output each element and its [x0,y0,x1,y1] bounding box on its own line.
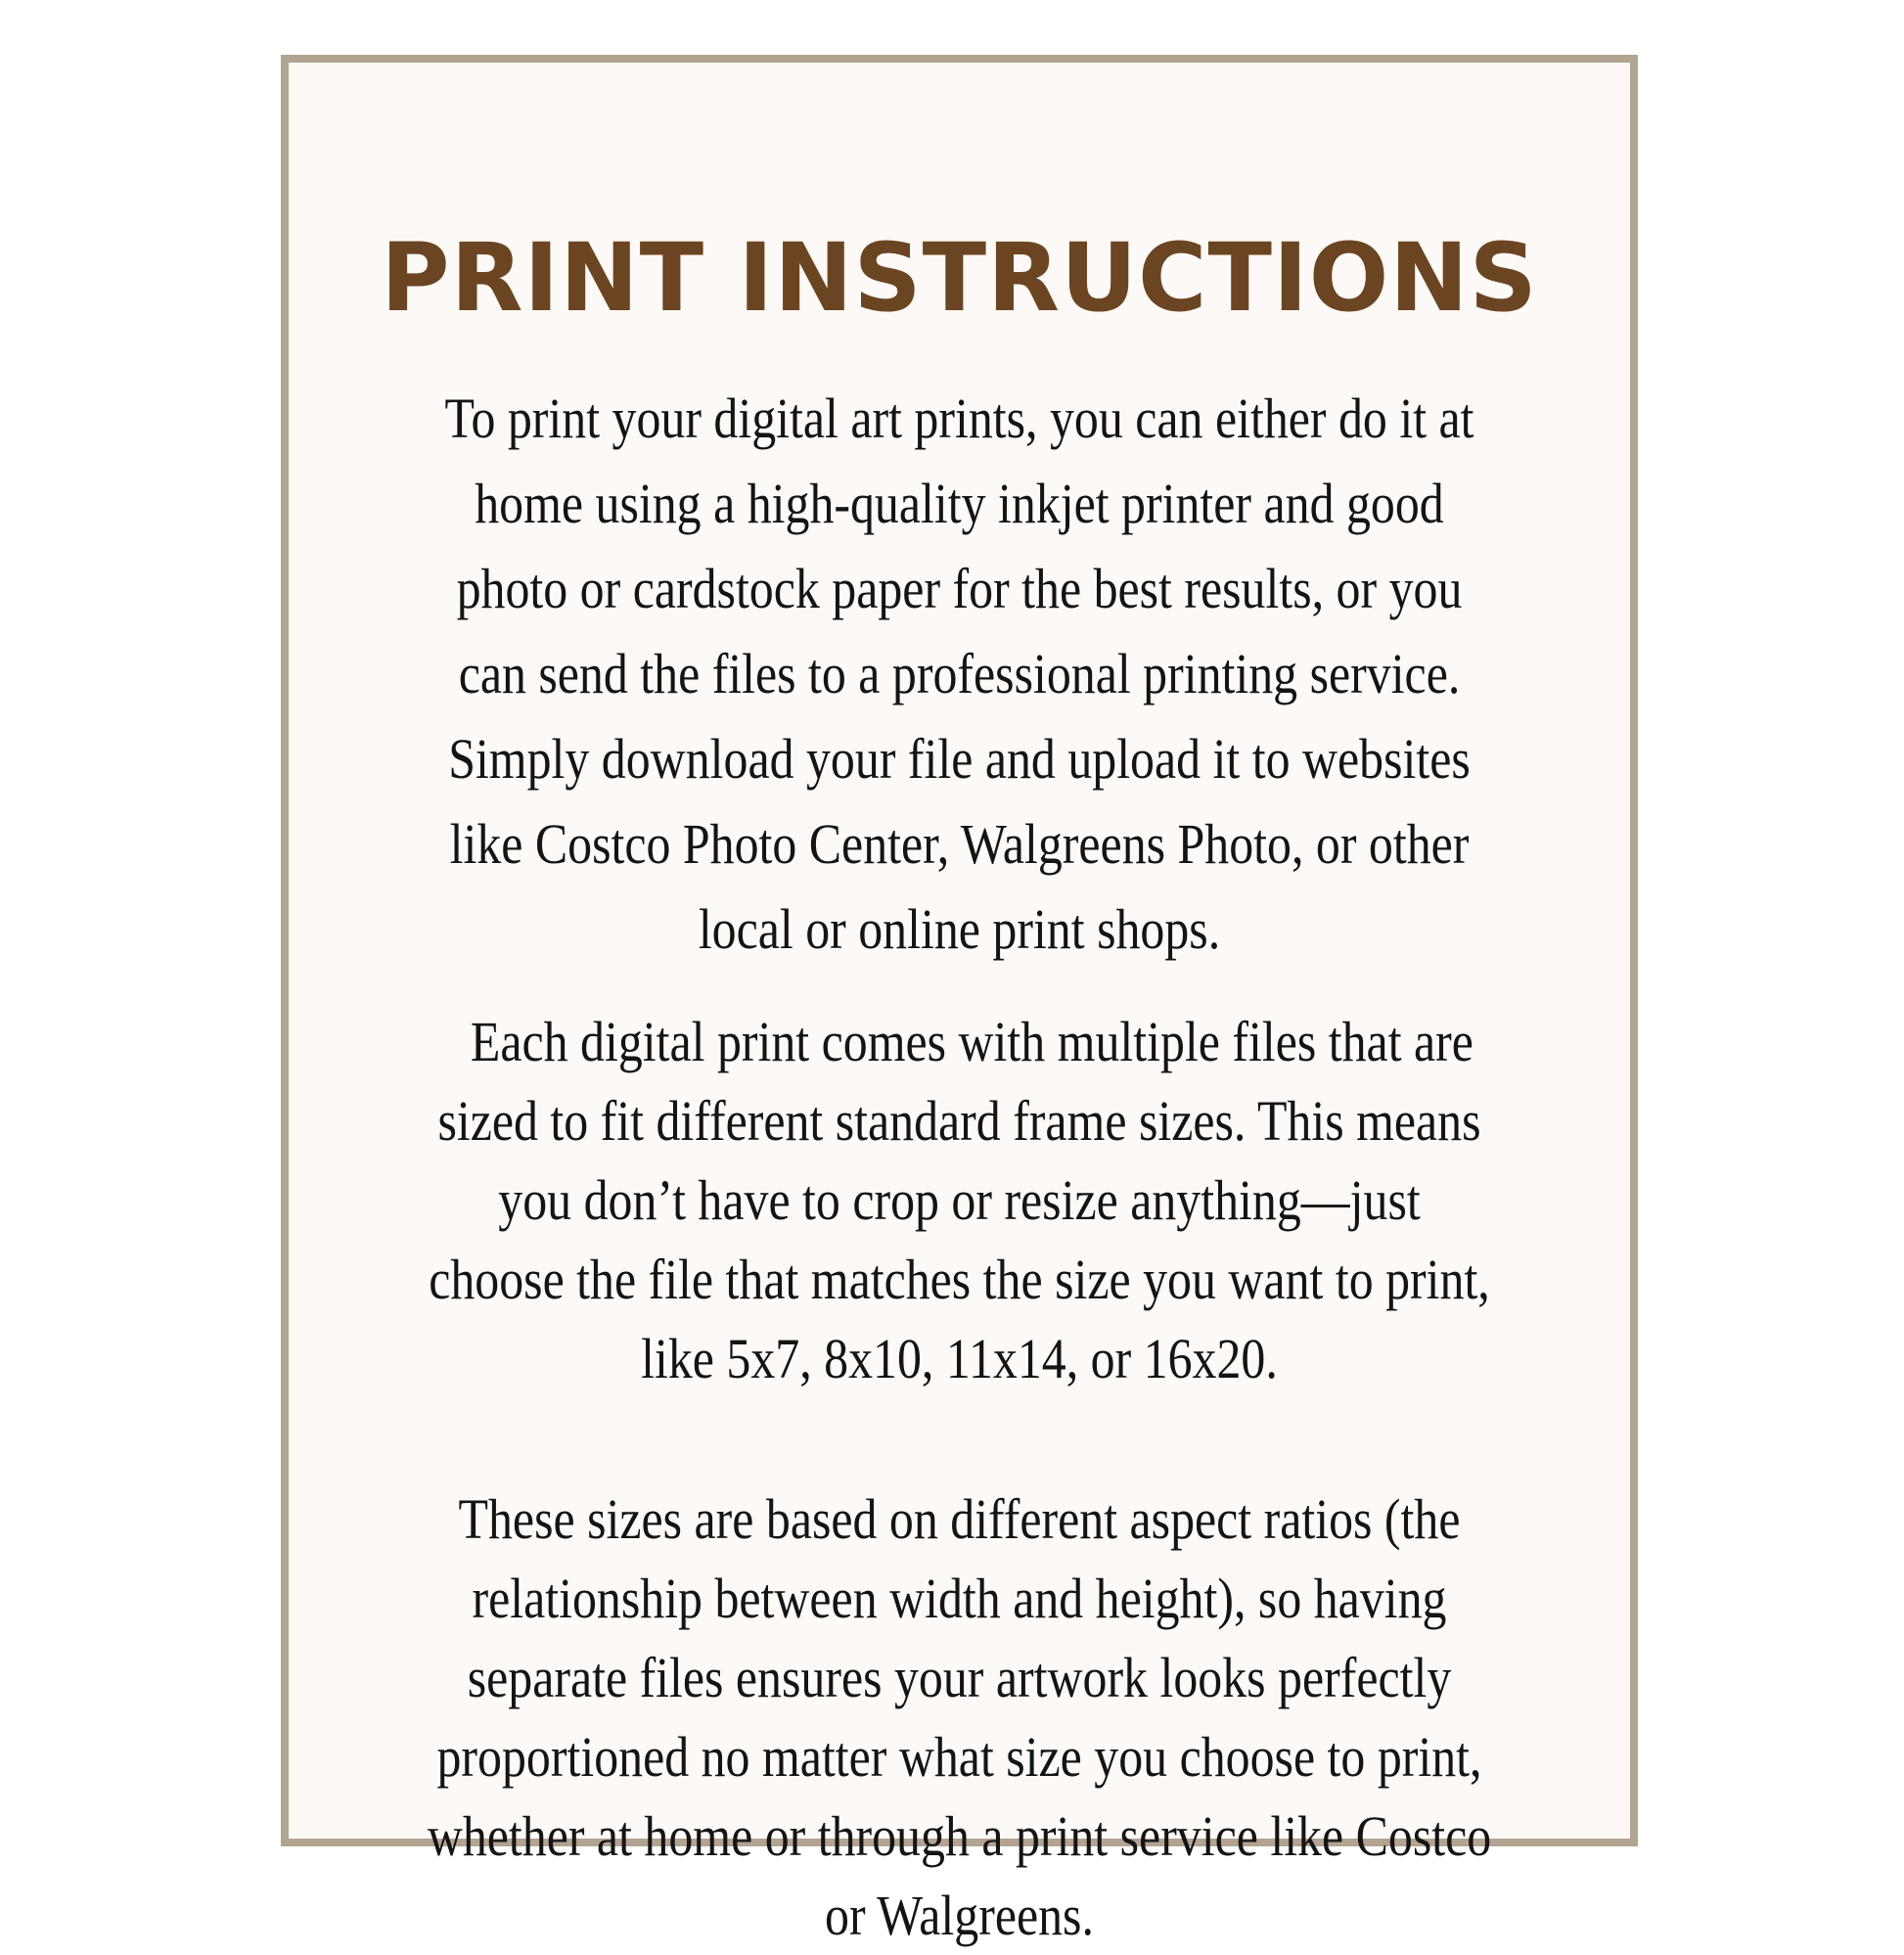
instructions-card [281,55,1638,1947]
paragraph-file-sizes-text: Each digital print comes with multiple files that are sized to fit different standard frame sizes. This means you don’t have to crop or resize anything—just choose the file that matches the size you want to print, like 5x7, 8x10, 11x14, or 16x20. [429,1010,1490,1390]
paragraph-printing-options: To print your digital art prints, you can either do it at home using a high-quality inkjet printer and good photo or cardstock paper for the best results, or you can send the files to a professional printing service. Simply download your file and upload it to websites like Costco Photo Center, Walgreens Photo, or other local or online print shops. [444,386,1474,961]
paragraph-file-sizes [425,1002,1494,1398]
page-title: PRINT INSTRUCTIONS [381,223,1538,333]
paragraph-aspect-ratios: These sizes are based on different aspect ratios (the relationship between width and height), so having separate files ensures your artwork looks perfectly proportioned no matter what size you choose to print, whether at home or through a print service like Costco or Walgreens. [427,1487,1492,1947]
